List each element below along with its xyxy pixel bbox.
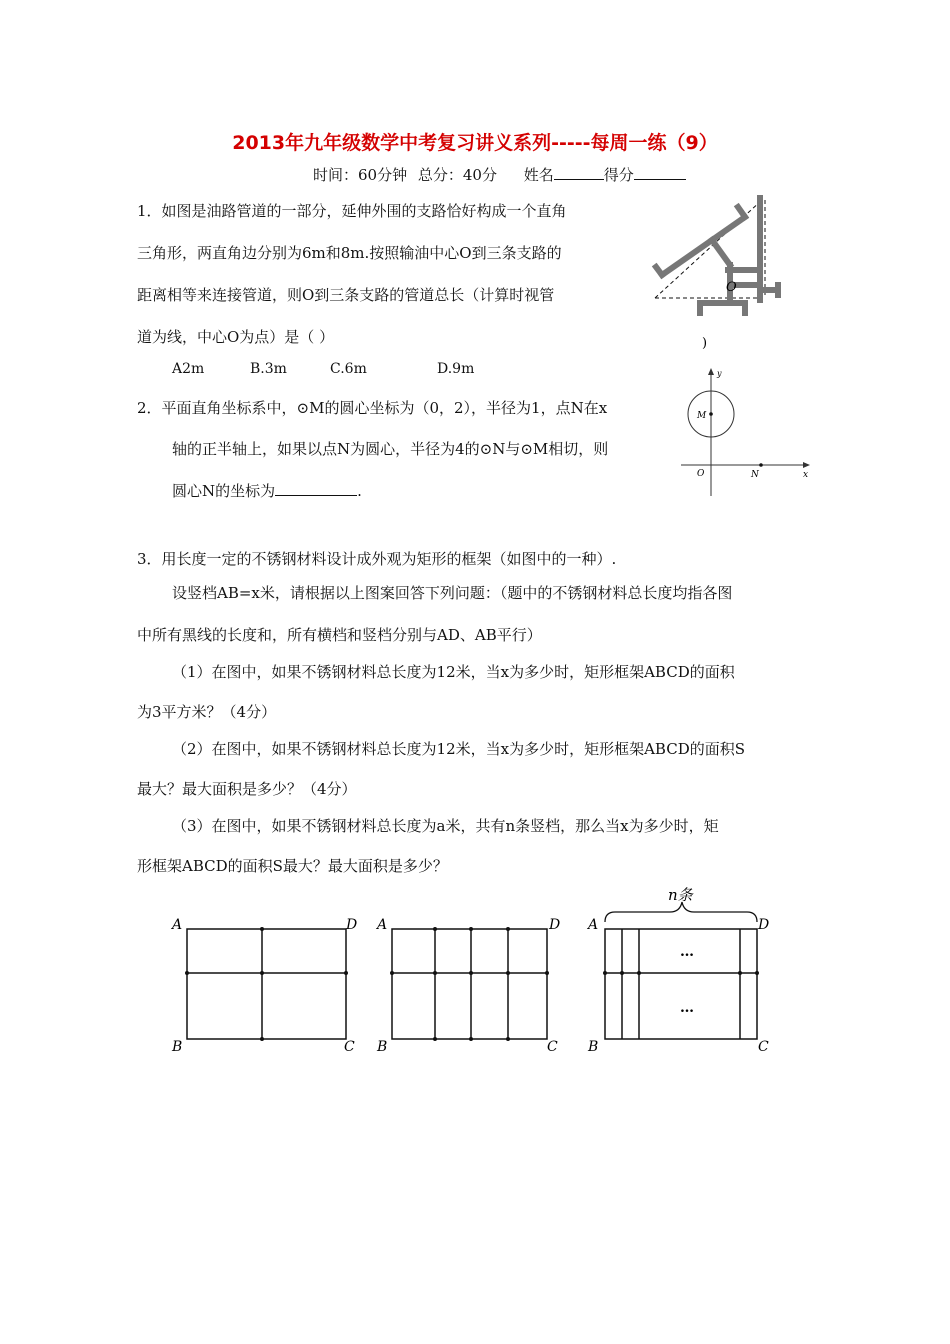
center-m-dot: [709, 412, 713, 416]
q1-line-1: 1．如图是油路管道的一部分，延伸外围的支路恰好构成一个直角: [137, 202, 567, 220]
ellipsis-top: …: [680, 944, 694, 960]
q3-part1-line-1: （1）在图中，如果不锈钢材料总长度为12米，当x为多少时，矩形框架ABCD的面积: [172, 663, 735, 681]
n-label: N: [751, 470, 759, 480]
fig3-label-c: C: [758, 1039, 769, 1055]
q2-line-3: [172, 480, 362, 501]
frame-figure-1: [187, 929, 346, 1039]
q1-line-4: 道为线，中心O为点）是（ ）: [137, 328, 335, 346]
q3-part2-line-1: （2）在图中，如果不锈钢材料总长度为12米，当x为多少时，矩形框架ABCD的面积S: [172, 740, 746, 758]
fig2-label-a: A: [377, 917, 388, 933]
exam-meta: [313, 164, 686, 185]
q2-line-1: 2．平面直角坐标系中，⊙M的圆心坐标为（0，2），半径为1，点N在x: [137, 399, 608, 417]
fig1-label-b: B: [172, 1039, 183, 1055]
q3-line-1: 3．用长度一定的不锈钢材料设计成外观为矩形的框架（如图中的一种）.: [137, 550, 617, 568]
brace-label: n条: [668, 886, 693, 904]
fig2-label-c: C: [547, 1039, 558, 1055]
fig2-label-d: D: [549, 917, 561, 933]
q3-part3-line-1: （3）在图中，如果不锈钢材料总长度为a米，共有n条竖档，那么当x为多少时，矩: [172, 817, 719, 835]
name-blank[interactable]: [554, 165, 604, 180]
page-title: 2013年九年级数学中考复习讲义系列-----每周一练（9）: [232, 132, 718, 154]
coordinate-figure: [675, 366, 815, 501]
q1-option-a[interactable]: A2m: [172, 361, 205, 377]
fig1-label-c: C: [344, 1039, 355, 1055]
fig3-label-a: A: [588, 917, 599, 933]
pipes: [656, 195, 778, 313]
q1-options: [172, 361, 475, 377]
frame-figures: [160, 880, 790, 1065]
q1-line-2: 三角形，两直角边分别为6m和8m.按照输油中心O到三条支路的: [137, 244, 562, 262]
point-n-dot: [759, 463, 763, 467]
y-axis-arrow: [708, 368, 714, 375]
fig3-label-d: D: [758, 917, 770, 933]
q2-answer-blank[interactable]: [275, 481, 357, 496]
frame-figure-1-joints: [185, 927, 348, 1041]
center-o-label: O: [726, 280, 737, 295]
q3-part3-line-2: 形框架ABCD的面积S最大？最大面积是多少？: [137, 857, 448, 875]
frame-figure-2: [392, 929, 547, 1039]
q1-option-b[interactable]: B.3m: [250, 361, 287, 377]
name-label: 姓名: [523, 166, 554, 184]
ellipsis-bottom: …: [680, 1000, 694, 1016]
m-label: M: [697, 411, 707, 421]
q2-end: .: [357, 482, 362, 500]
fig1-label-a: A: [172, 917, 183, 933]
pipeline-figure: [650, 195, 790, 355]
brace-icon: [605, 902, 757, 922]
q2-line-3-text: 圆心N的坐标为: [172, 482, 276, 500]
q3-part2-line-2: 最大？最大面积是多少？（4分）: [137, 780, 357, 798]
fig2-label-b: B: [377, 1039, 388, 1055]
origin-label: O: [697, 469, 705, 479]
q3-line-2: 设竖档AB=x米，请根据以上图案回答下列问题：（题中的不锈钢材料总长度均指各图: [172, 584, 733, 602]
x-label: x: [803, 470, 809, 480]
q1-line-3: 距离相等来连接管道，则O到三条支路的管道总长（计算时视管: [137, 286, 555, 304]
frame-figure-2-joints: [390, 927, 549, 1041]
time-limit: 时间：60分钟: [313, 166, 408, 184]
fig1-label-d: D: [346, 917, 358, 933]
score-blank[interactable]: [634, 165, 686, 180]
q2-line-2: 轴的正半轴上，如果以点N为圆心，半径为4的⊙N与⊙M相切，则: [172, 440, 609, 458]
y-label: y: [717, 369, 722, 378]
total-score: 总分：40分: [417, 166, 497, 184]
fig3-label-b: B: [588, 1039, 599, 1055]
q3-part1-line-2: 为3平方米？（4分）: [137, 703, 277, 721]
q3-line-3: 中所有黑线的长度和，所有横档和竖档分别与AD、AB平行）: [137, 626, 542, 644]
figure-paren: ): [702, 336, 708, 351]
q1-option-c[interactable]: C.6m: [330, 361, 367, 377]
q1-option-d[interactable]: D.9m: [437, 361, 475, 377]
x-axis-arrow: [803, 462, 810, 468]
score-label: 得分: [603, 166, 634, 184]
